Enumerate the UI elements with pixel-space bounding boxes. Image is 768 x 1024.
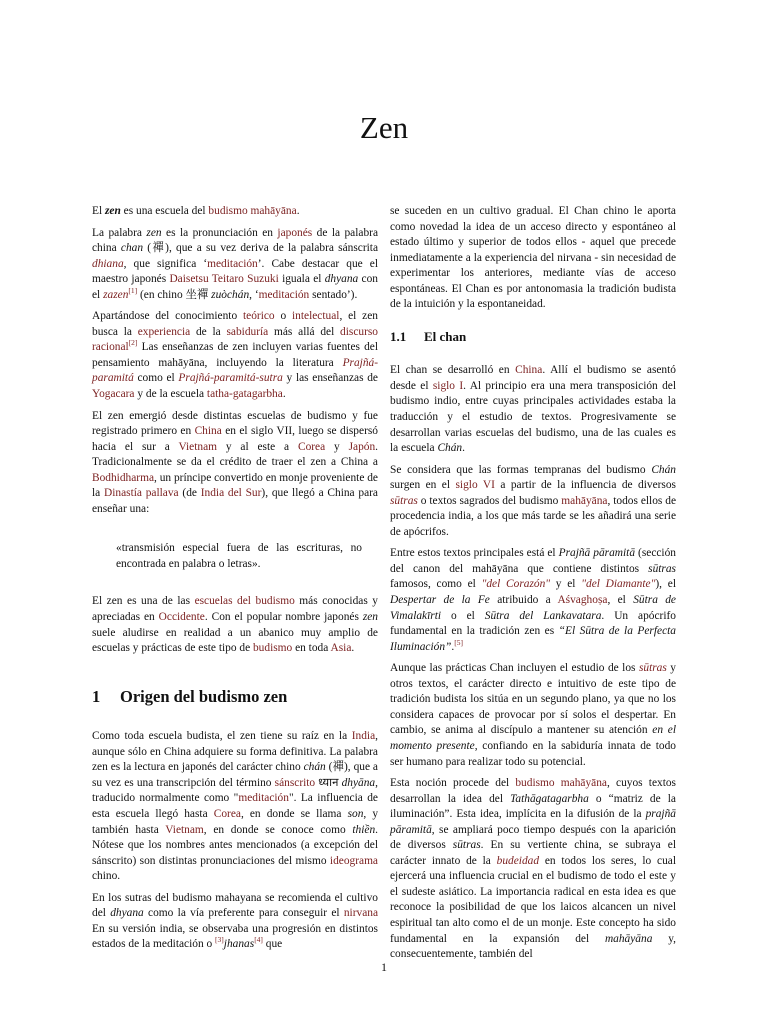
link-del-diamante[interactable]: "del Diamante" (581, 578, 656, 591)
text: , el (607, 594, 634, 607)
paragraph-occidente (92, 594, 378, 656)
text: iguala el (278, 273, 325, 286)
text: chan (120, 242, 144, 255)
paragraph-sutras (92, 891, 378, 953)
link-budismo-mahayana[interactable]: budismo mahāyāna (515, 777, 607, 790)
text: . (296, 205, 300, 217)
paragraph-early-forms (390, 463, 676, 541)
paragraph-etymology (92, 226, 378, 304)
paragraph-chan-china (390, 363, 676, 456)
link-sutras[interactable]: sūtras (390, 494, 418, 507)
text: Apartándose del conocimiento (92, 310, 243, 323)
link-india[interactable]: India (351, 730, 376, 743)
text: atribuido a (489, 594, 558, 607)
right-column (390, 204, 676, 969)
text: thiền (352, 823, 376, 836)
text: . (351, 642, 355, 655)
link-budismo-mahayana[interactable]: budismo mahāyāna (208, 205, 297, 217)
text: más allá del (268, 325, 341, 338)
text: En los sutras del budismo mahayana se recomienda el cultivo del (92, 891, 378, 920)
link-india-del-sur[interactable]: India del Sur (200, 487, 262, 500)
section-heading (92, 686, 378, 706)
text: (de (178, 487, 201, 500)
link-meditacion[interactable]: meditación (207, 257, 258, 270)
text: suele aludirse en realidad a un abanico muy amplio de escuelas y prácticas de este tipo de (92, 626, 378, 655)
text: sūtras (452, 839, 481, 852)
text: , y también hasta (92, 807, 379, 836)
text: Las enseñanzas de zen incluyen varias fuentes del pensamiento mahāyāna, incluyendo la literatura (92, 341, 378, 369)
text: es una escuela del (120, 205, 209, 217)
text: El (92, 205, 105, 217)
text: como la vía preferente para conseguir el (143, 907, 344, 920)
text: es la pronunciación en (161, 226, 278, 239)
link-nirvana[interactable]: nirvana (343, 907, 378, 920)
text: famosos, como el (390, 578, 482, 591)
link-asvaghosa[interactable]: Aśvaghoṣa (557, 594, 608, 607)
text: (sección del canon del mahāyāna que contiene distintos (390, 547, 676, 575)
text: , todos ellos de procedencia india, a los que más tarde se les añadirá una serie de apócrifos. (390, 494, 676, 538)
text: , confiando en la sabiduría innata de todo ser humano para realizar todo su potencial. (390, 739, 676, 768)
text: Despertar de la Fe (390, 594, 490, 607)
text: prajñā pāramitā (390, 808, 676, 836)
link-china[interactable]: China (515, 364, 543, 377)
text: chán (303, 761, 326, 774)
text: Como toda escuela budista, el zen tiene su raíz en la (92, 730, 352, 743)
text: de la palabra china (92, 226, 379, 255)
link-discurso-racional[interactable]: discurso racional (92, 325, 378, 354)
paragraph-history (92, 409, 378, 518)
paragraph-continuation: se suceden en un cultivo gradual. El Chan chino le aporta como novedad la idea de un acceso directo y espontáneo al estado último y superior de todos ellos - aquel que precede inmediatamente a la experiencia del nirvana - sin necesidad de experimentar los anteriores, mediante vías de acceso espontáneas. El Chan es por antonomasia la tradición budista de la intuición y la espontaneidad. (390, 205, 676, 311)
text: El zen emergió desde distintas escuelas de budismo y fue registrado primero en (92, 409, 378, 438)
intro-paragraph (92, 204, 378, 220)
text: Entre estos textos principales está el (390, 547, 559, 560)
link-intelectual[interactable]: intelectual (292, 310, 340, 323)
link-vietnam[interactable]: Vietnam (178, 440, 217, 453)
link-corea[interactable]: Corea (297, 440, 326, 453)
link-sanscrito[interactable]: sánscrito (274, 776, 316, 789)
text: , un príncipe convertido en monje proveniente de la (92, 471, 378, 500)
link-experiencia[interactable]: experiencia (137, 325, 191, 338)
link-corea[interactable]: Corea (213, 807, 241, 820)
link-dinastia-pallava[interactable]: Dinastía pallava (104, 487, 179, 500)
subsection-title: El chan (424, 328, 467, 344)
text: La palabra (92, 226, 147, 239)
text: . Al principio era una mera transposición del budismo indio, entre cuyas principales actividades estaba la traducción y el estudio de textos. Progresivamente se desarrollan varias escuelas del budismo, una de las cuales es la escuela (390, 379, 677, 455)
link-occidente[interactable]: Occidente (158, 611, 205, 624)
link-bodhidharma[interactable]: Bodhidharma (92, 471, 155, 484)
link-dhiana[interactable]: dhiana (92, 257, 124, 270)
text: sūtras (648, 562, 676, 575)
link-meditacion[interactable]: meditación (258, 288, 310, 301)
text: Aunque las prácticas Chan incluyen el estudio de los (390, 662, 639, 675)
text: . Un apócrifo fundamental en la tradición zen es (390, 609, 676, 638)
footnote-ref[interactable]: [1] (128, 285, 138, 295)
text: y otros textos, el carácter directo e intuitivo de este tipo de tradición budista los sitúa en un segundo plano, ya que no los considera capaces de provocar por sí solos el despertar. En cambio, se anima al discípulo a mantener su atención (390, 662, 676, 737)
text: en el momento presente (390, 724, 676, 752)
link-siglo-vi[interactable]: siglo VI (455, 479, 495, 492)
text: . Tradicionalmente se da el crédito de traer el zen a China a (92, 440, 379, 469)
text: chino. (92, 870, 121, 883)
text: jhanas (223, 938, 255, 951)
subsection-heading (390, 329, 676, 345)
text: Chán (437, 442, 463, 455)
text: y las enseñanzas de (282, 372, 378, 385)
link-teorico[interactable]: teórico (243, 310, 275, 323)
text: y (325, 440, 349, 453)
text: Se considera que las formas tempranas del budismo (390, 463, 652, 476)
text: zen (146, 226, 162, 239)
link-budeidad[interactable]: budeidad (496, 854, 540, 867)
text: en el siglo VII, luego se dispersó hacia el sur a (92, 425, 378, 453)
text: (禪), que a su vez deriva de la palabra sánscrita (143, 242, 378, 255)
text: surgen en el (390, 479, 456, 492)
text: con el (92, 273, 378, 301)
text: dhyāna (341, 776, 376, 789)
text: , cuyos textos desarrollan la idea del (390, 777, 676, 805)
text: y de la escuela (134, 388, 207, 401)
text: son (347, 807, 364, 820)
text: . Allí el budismo se asentó desde el (390, 364, 676, 392)
footnote-ref[interactable]: [5] (454, 637, 463, 647)
text: En su versión india, se observaba una progresión en distintos estados de la meditación o (92, 922, 378, 951)
paragraph-main-texts (390, 546, 676, 655)
link-meditacion[interactable]: meditación (238, 792, 289, 805)
text: y el (550, 578, 582, 591)
footnote-ref[interactable]: [2] (128, 338, 138, 348)
text: Tathāgatagarbha (510, 792, 589, 805)
subsection-number: 1.1 (390, 328, 407, 344)
text: o “matriz de la iluminación”. Esta idea, implícita en la difusión de la (390, 792, 676, 821)
link-prajna-paramita[interactable]: Prajñá-paramitá (92, 356, 378, 385)
link-escuelas-del-budismo[interactable]: escuelas del budismo (194, 595, 295, 608)
paragraph-notion (390, 776, 676, 963)
link-sutras[interactable]: sūtras (638, 662, 667, 675)
text: “El Sūtra de la Perfecta Iluminación” (390, 625, 676, 653)
text: , que significa ‘ (123, 257, 208, 270)
text: , se ampliará poco tiempo después con la aparición de diversos (390, 823, 676, 852)
text: Chán (651, 463, 676, 476)
text: dhyana (324, 273, 359, 286)
text: . (282, 388, 286, 401)
text: ध्यान (315, 776, 342, 789)
section-title: Origen del budismo zen (120, 686, 288, 706)
text: , en donde se conoce como (203, 823, 353, 836)
page-title: Zen (359, 110, 409, 145)
link-asia[interactable]: Asia (330, 642, 352, 655)
link-budismo[interactable]: budismo (252, 642, 293, 655)
text: más conocidas y apreciadas en (92, 595, 378, 624)
link-suzuki[interactable]: Daisetsu Teitaro Suzuki (169, 273, 279, 286)
text: a partir de la influencia de diversos (494, 479, 676, 492)
text: Esta noción procede del (390, 777, 516, 790)
footnote-ref[interactable]: [4] (254, 935, 263, 945)
text: El zen es una de las (92, 595, 195, 608)
text: (en chino 坐禪 (137, 288, 212, 301)
text: o el (441, 609, 485, 622)
text: . Nótese que los nombres antes mencionados (a excepción del sánscrito) son distintas pronunciaciones del mismo (92, 823, 378, 867)
text: ), el (655, 578, 676, 591)
link-vietnam[interactable]: Vietnam (165, 823, 204, 836)
page-number: 1 (381, 960, 387, 974)
text: El chan se desarrolló en (390, 364, 516, 377)
link-yogacara[interactable]: Yogacara (92, 388, 135, 401)
text: . (451, 640, 455, 653)
text: y al este a (217, 440, 298, 453)
text: de la (190, 325, 227, 338)
text: zuòchán (211, 288, 250, 301)
text: , traducido normalmente como " (92, 776, 378, 805)
text: , en donde se llama (240, 807, 348, 820)
text: , ‘ (249, 288, 259, 301)
text: . Con el popular nombre japonés (204, 611, 363, 624)
text: . (462, 442, 465, 455)
link-del-corazon[interactable]: "del Corazón" (481, 578, 551, 591)
text: ’. Cabe destacar que el maestro japonés (92, 257, 378, 286)
left-column (92, 204, 378, 959)
text: ". La influencia de esta escuela llegó hasta (92, 792, 378, 820)
text: como el (133, 372, 179, 385)
text: (禪), que a su vez es una transcripción del término (92, 761, 378, 789)
text: Sūtra de Vimalakīrti (390, 594, 676, 622)
text: y, consecuentemente, también del (390, 932, 676, 961)
link-tathagatagarbha[interactable]: tatha-gatagarbha (206, 388, 283, 401)
text: en toda (292, 642, 331, 655)
link-japon[interactable]: Japón (348, 440, 376, 453)
section-number: 1 (92, 686, 101, 706)
paragraph-origin (92, 729, 378, 884)
text: Prajñā pāramitā (558, 547, 636, 560)
text: , el zen busca la (92, 310, 378, 338)
text: o textos sagrados del budismo (417, 494, 562, 507)
text: en todos los seres, lo cual ejercerá una influencia crucial en el budismo de todo el este y el sudeste asiático. La importancia radical en esta idea es que reconoce la posibilidad de que los laicos alcancen un nivel espiritual tan alto como el de un monje. Este concepto ha sido fundamental en la expansión del (390, 854, 676, 945)
link-sabiduria[interactable]: sabiduría (226, 325, 269, 338)
text: ), que llegó a China para enseñar una: (92, 487, 378, 515)
text: zen (362, 611, 378, 624)
link-japones[interactable]: japonés (277, 226, 313, 239)
text: sentado’). (309, 288, 358, 301)
link-zazen[interactable]: zazen (103, 288, 129, 301)
paragraph-practices (390, 661, 676, 770)
link-china[interactable]: China (194, 425, 222, 438)
link-mahayana[interactable]: mahāyāna (561, 494, 608, 507)
footnote-ref[interactable]: [3] (215, 935, 224, 945)
text: que (262, 938, 283, 951)
text: , aunque sólo en China adquiere su forma definitiva. La palabra zen es la lectura en japonés del carácter chino (92, 730, 378, 774)
text: Sūtra del Lankavatara (484, 609, 602, 622)
block-quote: «transmisión especial fuera de las escrituras, no encontrada en palabra o letras». (116, 542, 362, 570)
text: dhyana (110, 907, 144, 920)
text: mahāyāna (604, 932, 653, 945)
text: o (274, 310, 292, 323)
paragraph-teachings (92, 309, 378, 402)
text: . En su vertiente china, se subraya el carácter innato de la (390, 839, 676, 867)
term-zen: zen (104, 205, 121, 217)
link-ideograma[interactable]: ideograma (329, 854, 378, 867)
link-siglo-i[interactable]: siglo I (432, 379, 464, 392)
link-prajna-paramita-sutra[interactable]: Prajñá-paramitá-sutra (178, 372, 283, 385)
